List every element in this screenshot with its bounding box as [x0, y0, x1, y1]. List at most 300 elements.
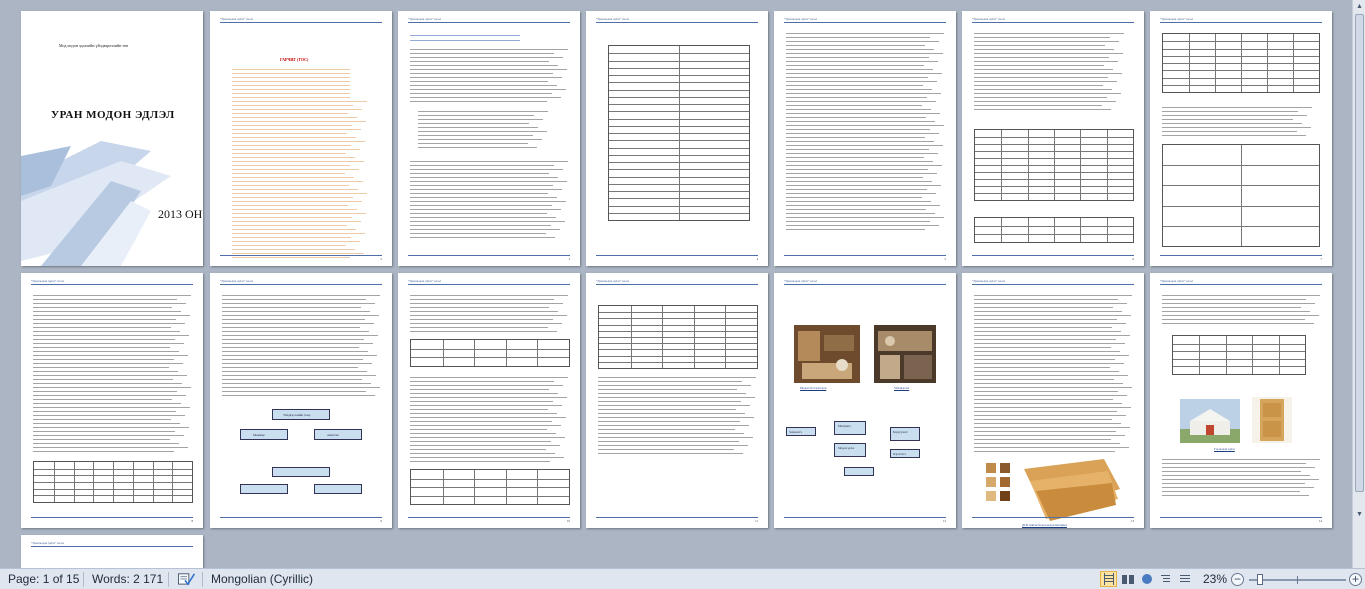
- page-9[interactable]: [210, 273, 392, 528]
- page-6[interactable]: [962, 11, 1144, 266]
- text-line: [410, 169, 563, 170]
- text-line: [232, 149, 360, 150]
- text-line: [232, 133, 347, 134]
- text-line: [598, 441, 739, 442]
- zoom-in-icon[interactable]: +: [1349, 573, 1362, 586]
- text-line: [786, 145, 943, 146]
- text-line: [974, 435, 1125, 436]
- text-line: [786, 49, 934, 50]
- flow-node-product: Модон эдлэл: [834, 443, 866, 457]
- page-header: "Уран модон эдлэл" төсөл: [784, 279, 946, 285]
- text-line: [418, 135, 533, 136]
- text-line: [232, 213, 366, 214]
- table-row-line: [1173, 344, 1305, 345]
- text-line: [598, 449, 734, 450]
- text-line: [786, 37, 930, 38]
- text-line: [974, 61, 1118, 62]
- text-line: [974, 101, 1116, 102]
- text-line: [1162, 135, 1306, 136]
- page-8[interactable]: [21, 273, 203, 528]
- text-line: [410, 449, 546, 450]
- text-line: [232, 217, 352, 218]
- text-line: [410, 229, 560, 230]
- text-line: [222, 303, 375, 304]
- text-line: [974, 411, 1117, 412]
- materials-table: [598, 305, 758, 369]
- text-line: [974, 45, 1105, 46]
- text-line: [974, 69, 1113, 70]
- text-line: [974, 65, 1104, 66]
- text-line: [410, 101, 547, 102]
- text-line: [33, 403, 181, 404]
- text-line: [232, 205, 348, 206]
- text-line: [33, 419, 171, 420]
- text-line: [410, 189, 562, 190]
- text-line: [33, 423, 180, 424]
- table-col-line: [93, 462, 94, 502]
- full-screen-reading-icon[interactable]: [1119, 571, 1136, 587]
- org-node-left: Менежер: [240, 429, 288, 440]
- table-col-line: [1107, 218, 1108, 242]
- text-line: [974, 395, 1127, 396]
- text-line: [232, 113, 348, 114]
- text-line: [786, 93, 941, 94]
- table-col-line: [153, 462, 154, 502]
- text-line: [786, 121, 935, 122]
- table-row-line: [599, 356, 757, 357]
- table-col-line: [1267, 34, 1268, 92]
- page-cover[interactable]: [21, 11, 203, 266]
- text-line: [410, 225, 551, 226]
- language-indicator[interactable]: Mongolian (Cyrillic): [211, 572, 314, 586]
- text-line: [1162, 323, 1314, 324]
- text-line: [410, 397, 567, 398]
- text-line: [1162, 111, 1298, 112]
- table-col-line: [1028, 218, 1029, 242]
- text-line: [33, 363, 183, 364]
- table-col-line: [1279, 336, 1280, 374]
- table-row-line: [599, 362, 757, 363]
- ger-photo: [1180, 399, 1240, 443]
- text-line: [1162, 307, 1301, 308]
- text-line: [786, 77, 928, 78]
- text-line: [786, 57, 929, 58]
- text-line: [974, 439, 1111, 440]
- text-line: [410, 429, 547, 430]
- text-line: [786, 173, 937, 174]
- text-line: [974, 105, 1102, 106]
- text-line: [974, 371, 1119, 372]
- zoom-slider[interactable]: [1249, 579, 1346, 581]
- table-col-line: [1215, 34, 1216, 92]
- text-line: [410, 193, 548, 194]
- text-line: [786, 85, 923, 86]
- text-line: [418, 127, 538, 128]
- text-line: [410, 61, 549, 62]
- table-col-line: [1189, 34, 1190, 92]
- text-line: [974, 399, 1113, 400]
- text-line: [232, 237, 351, 238]
- text-line: [232, 117, 357, 118]
- text-line: [410, 77, 562, 78]
- page-7[interactable]: [1150, 11, 1332, 266]
- page-3[interactable]: [398, 11, 580, 266]
- zoom-out-icon[interactable]: −: [1231, 573, 1244, 586]
- page-footer: 8: [31, 517, 193, 522]
- text-line: [786, 181, 932, 182]
- text-line: [222, 383, 371, 384]
- text-line: [410, 57, 563, 58]
- text-line: [222, 351, 368, 352]
- text-line: [974, 423, 1121, 424]
- caption-workshop-2: Үйлдвэрлэл: [894, 386, 910, 390]
- text-line: [974, 303, 1127, 304]
- text-line: [410, 177, 558, 178]
- text-line: [418, 143, 528, 144]
- text-line: [232, 241, 360, 242]
- page-header: "Уран модон эдлэл" төсөл: [31, 279, 193, 285]
- text-line: [33, 347, 170, 348]
- text-line: [786, 185, 941, 186]
- text-line: [974, 415, 1126, 416]
- page-footer: 3: [408, 255, 570, 260]
- page-2[interactable]: [210, 11, 392, 266]
- text-line: [974, 403, 1122, 404]
- text-line: [786, 169, 928, 170]
- page-10[interactable]: [398, 273, 580, 528]
- text-line: [222, 311, 370, 312]
- table-col-line: [113, 462, 114, 502]
- text-line: [33, 323, 185, 324]
- text-line: [33, 435, 184, 436]
- text-line: [598, 401, 741, 402]
- text-line: [598, 437, 753, 438]
- page-footer: 12: [784, 517, 946, 522]
- text-line: [410, 165, 554, 166]
- table-row-line: [1173, 351, 1305, 352]
- page-footer: 2: [220, 255, 382, 260]
- schedule-table: [1162, 33, 1320, 93]
- page-footer: 7: [1160, 255, 1322, 260]
- page-header: "Уран модон эдлэл" төсөл: [220, 279, 382, 285]
- text-line: [232, 233, 365, 234]
- scroll-thumb[interactable]: [1355, 14, 1364, 492]
- page-footer: 10: [408, 517, 570, 522]
- text-line: [33, 371, 178, 372]
- text-line: [232, 93, 350, 94]
- text-line: [33, 331, 180, 332]
- vertical-scrollbar[interactable]: [1352, 0, 1365, 568]
- text-line: [974, 375, 1128, 376]
- text-line: [222, 379, 362, 380]
- text-line: [232, 245, 346, 246]
- text-line: [33, 295, 191, 296]
- page-footer: 5: [784, 255, 946, 260]
- table-col-line: [1107, 130, 1108, 200]
- text-line: [33, 427, 189, 428]
- text-line: [786, 133, 939, 134]
- text-line: [232, 153, 346, 154]
- text-line: [974, 359, 1115, 360]
- text-line: [410, 327, 548, 328]
- text-line: [974, 109, 1111, 110]
- text-line: [974, 363, 1124, 364]
- text-line: [33, 443, 179, 444]
- text-line: [974, 81, 1117, 82]
- text-line: [1162, 487, 1314, 488]
- text-line: [33, 327, 171, 328]
- draft-view-icon[interactable]: [1176, 571, 1193, 587]
- page-12[interactable]: [774, 273, 956, 528]
- text-line: [1162, 463, 1306, 464]
- text-line: [598, 417, 754, 418]
- zoom-slider-center-mark: [1297, 576, 1298, 584]
- text-line: [786, 97, 927, 98]
- text-line: [410, 389, 549, 390]
- page-header: "Уран модон эдлэл" төсөл: [1160, 279, 1322, 285]
- text-line: [33, 411, 176, 412]
- text-line: [33, 439, 170, 440]
- text-line: [598, 413, 745, 414]
- workshop-photo-1: [794, 325, 860, 383]
- text-line: [786, 137, 925, 138]
- caption-ger: Гэр модон эдлэл: [1214, 447, 1235, 451]
- text-line: [410, 409, 548, 410]
- table-col-line: [133, 462, 134, 502]
- text-line: [410, 393, 558, 394]
- text-line: [410, 331, 557, 332]
- text-line: [222, 395, 375, 396]
- text-line: [410, 209, 561, 210]
- text-line: [786, 129, 930, 130]
- text-line: [418, 147, 537, 148]
- text-line: [974, 315, 1131, 316]
- text-line: [410, 97, 561, 98]
- scroll-up-arrow-icon[interactable]: ▲: [1356, 3, 1363, 10]
- separator: [168, 572, 169, 587]
- text-line: [974, 443, 1120, 444]
- text-line: [1162, 479, 1319, 480]
- page-header: "Уран модон эдлэл" төсөл: [784, 17, 946, 23]
- text-line: [33, 351, 179, 352]
- text-line: [410, 311, 558, 312]
- text-line: [786, 177, 923, 178]
- text-line: [222, 359, 363, 360]
- table-col-line: [1293, 34, 1294, 92]
- workshop-photo-2: [874, 325, 936, 383]
- page-5[interactable]: [774, 11, 956, 266]
- caption-workshop-1: Модон бүтээгдэхүүн: [800, 386, 827, 390]
- text-line: [786, 73, 942, 74]
- text-line: [974, 97, 1107, 98]
- page-11[interactable]: [586, 273, 768, 528]
- text-line: [1162, 127, 1311, 128]
- text-line: [974, 391, 1118, 392]
- text-line: [33, 383, 182, 384]
- text-line: [974, 355, 1129, 356]
- text-line: [222, 355, 377, 356]
- text-line: [974, 451, 1115, 452]
- text-line: [33, 307, 172, 308]
- text-line: [974, 419, 1112, 420]
- text-line: [974, 57, 1109, 58]
- text-line: [232, 89, 350, 90]
- text-line: [418, 115, 534, 116]
- text-line: [222, 343, 373, 344]
- text-line: [410, 89, 566, 90]
- text-line: [33, 407, 190, 408]
- caption-boards: ДСП хавтан болон модон материал: [1022, 523, 1067, 527]
- sales-table: [33, 461, 193, 503]
- text-line: [974, 347, 1111, 348]
- text-line: [410, 185, 553, 186]
- text-line: [232, 169, 359, 170]
- table-row-line: [599, 349, 757, 350]
- text-line: [974, 299, 1118, 300]
- text-line: [1162, 491, 1300, 492]
- text-line: [786, 101, 936, 102]
- text-line: [786, 105, 922, 106]
- text-line: [33, 395, 186, 396]
- text-line: [786, 205, 940, 206]
- page-footer: 6: [972, 255, 1134, 260]
- equipment-table: [410, 339, 570, 367]
- wood-boards-photo: [984, 459, 1120, 523]
- text-line: [786, 201, 931, 202]
- table-col-line: [1080, 218, 1081, 242]
- flow-node-consumer: Хэрэглэгч: [890, 449, 920, 458]
- text-line: [1162, 119, 1293, 120]
- table-col-line: [694, 306, 695, 368]
- table-row-line: [599, 312, 757, 313]
- table-col-line: [1001, 130, 1002, 200]
- text-line: [33, 415, 185, 416]
- text-line: [410, 81, 548, 82]
- text-line: [1162, 303, 1315, 304]
- text-line: [410, 173, 549, 174]
- text-line: [232, 129, 361, 130]
- text-line: [410, 377, 568, 378]
- text-line: [974, 327, 1112, 328]
- text-line: [33, 451, 174, 452]
- text-line: [410, 445, 560, 446]
- zoom-slider-thumb[interactable]: [1257, 574, 1263, 585]
- text-line: [410, 441, 551, 442]
- text-line: [1162, 475, 1310, 476]
- text-line: [786, 125, 944, 126]
- text-line: [33, 355, 188, 356]
- cover-year: 2013 ОН: [158, 207, 203, 221]
- text-line: [974, 339, 1116, 340]
- text-line: [974, 41, 1119, 42]
- text-line: [598, 397, 755, 398]
- text-line: [232, 109, 362, 110]
- text-line: [232, 105, 353, 106]
- text-line: [33, 311, 181, 312]
- text-line: [33, 319, 176, 320]
- text-line: [222, 299, 366, 300]
- text-line: [410, 417, 566, 418]
- text-line: [232, 197, 353, 198]
- toc-title: ГАРЧИГ (TOC): [280, 57, 309, 62]
- page-14[interactable]: [1150, 273, 1332, 528]
- word-count[interactable]: Words: 2 171: [92, 572, 164, 586]
- text-line: [232, 145, 351, 146]
- text-line: [1162, 131, 1297, 132]
- outline-view-icon[interactable]: [1157, 571, 1174, 587]
- scroll-down-arrow-icon[interactable]: ▼: [1356, 511, 1363, 518]
- text-line: [410, 237, 555, 238]
- text-line: [33, 367, 169, 368]
- page-header: "Уран модон эдлэл" төсөл: [408, 17, 570, 23]
- text-line: [598, 381, 742, 382]
- table-col-line: [725, 306, 726, 368]
- text-line: [974, 427, 1130, 428]
- page-15[interactable]: [21, 535, 203, 568]
- text-line: [1162, 299, 1306, 300]
- text-line: [786, 61, 938, 62]
- text-line: [232, 229, 356, 230]
- text-line: [1162, 495, 1309, 496]
- text-line: [786, 45, 925, 46]
- text-line: [222, 327, 360, 328]
- text-line: [222, 371, 367, 372]
- text-line: [1162, 467, 1315, 468]
- text-line: [410, 401, 553, 402]
- text-line: [232, 101, 367, 102]
- text-line: [786, 217, 944, 218]
- text-line: [1162, 315, 1319, 316]
- text-line: [232, 253, 364, 254]
- text-line: [410, 421, 552, 422]
- text-line: [410, 213, 547, 214]
- text-line: [410, 35, 520, 36]
- text-line: [33, 335, 189, 336]
- text-line: [232, 161, 364, 162]
- text-line: [786, 89, 932, 90]
- status-bar: [0, 568, 1365, 589]
- text-line: [222, 307, 361, 308]
- web-layout-view-icon[interactable]: [1138, 571, 1155, 587]
- print-layout-view-icon[interactable]: [1100, 571, 1117, 587]
- table-row-line: [1173, 359, 1305, 360]
- text-line: [33, 315, 190, 316]
- text-line: [786, 161, 933, 162]
- risk-table: [1162, 144, 1320, 247]
- table-col-line: [506, 340, 507, 366]
- table-row-line: [599, 331, 757, 332]
- page-13[interactable]: [962, 273, 1144, 528]
- text-line: [786, 153, 938, 154]
- text-line: [786, 165, 942, 166]
- table-col-line: [631, 306, 632, 368]
- text-line: [232, 185, 349, 186]
- page-4[interactable]: [586, 11, 768, 266]
- text-line: [974, 351, 1120, 352]
- proofing-check-icon[interactable]: [176, 571, 196, 586]
- text-line: [410, 413, 557, 414]
- text-line: [786, 189, 927, 190]
- table-col-line: [74, 462, 75, 502]
- page-count[interactable]: Page: 1 of 15: [8, 572, 80, 586]
- table-col-line: [662, 306, 663, 368]
- table-row-line: [411, 349, 569, 350]
- text-line: [598, 421, 740, 422]
- text-line: [232, 177, 354, 178]
- text-line: [33, 359, 174, 360]
- text-line: [974, 387, 1132, 388]
- zoom-level[interactable]: 23%: [1202, 572, 1227, 586]
